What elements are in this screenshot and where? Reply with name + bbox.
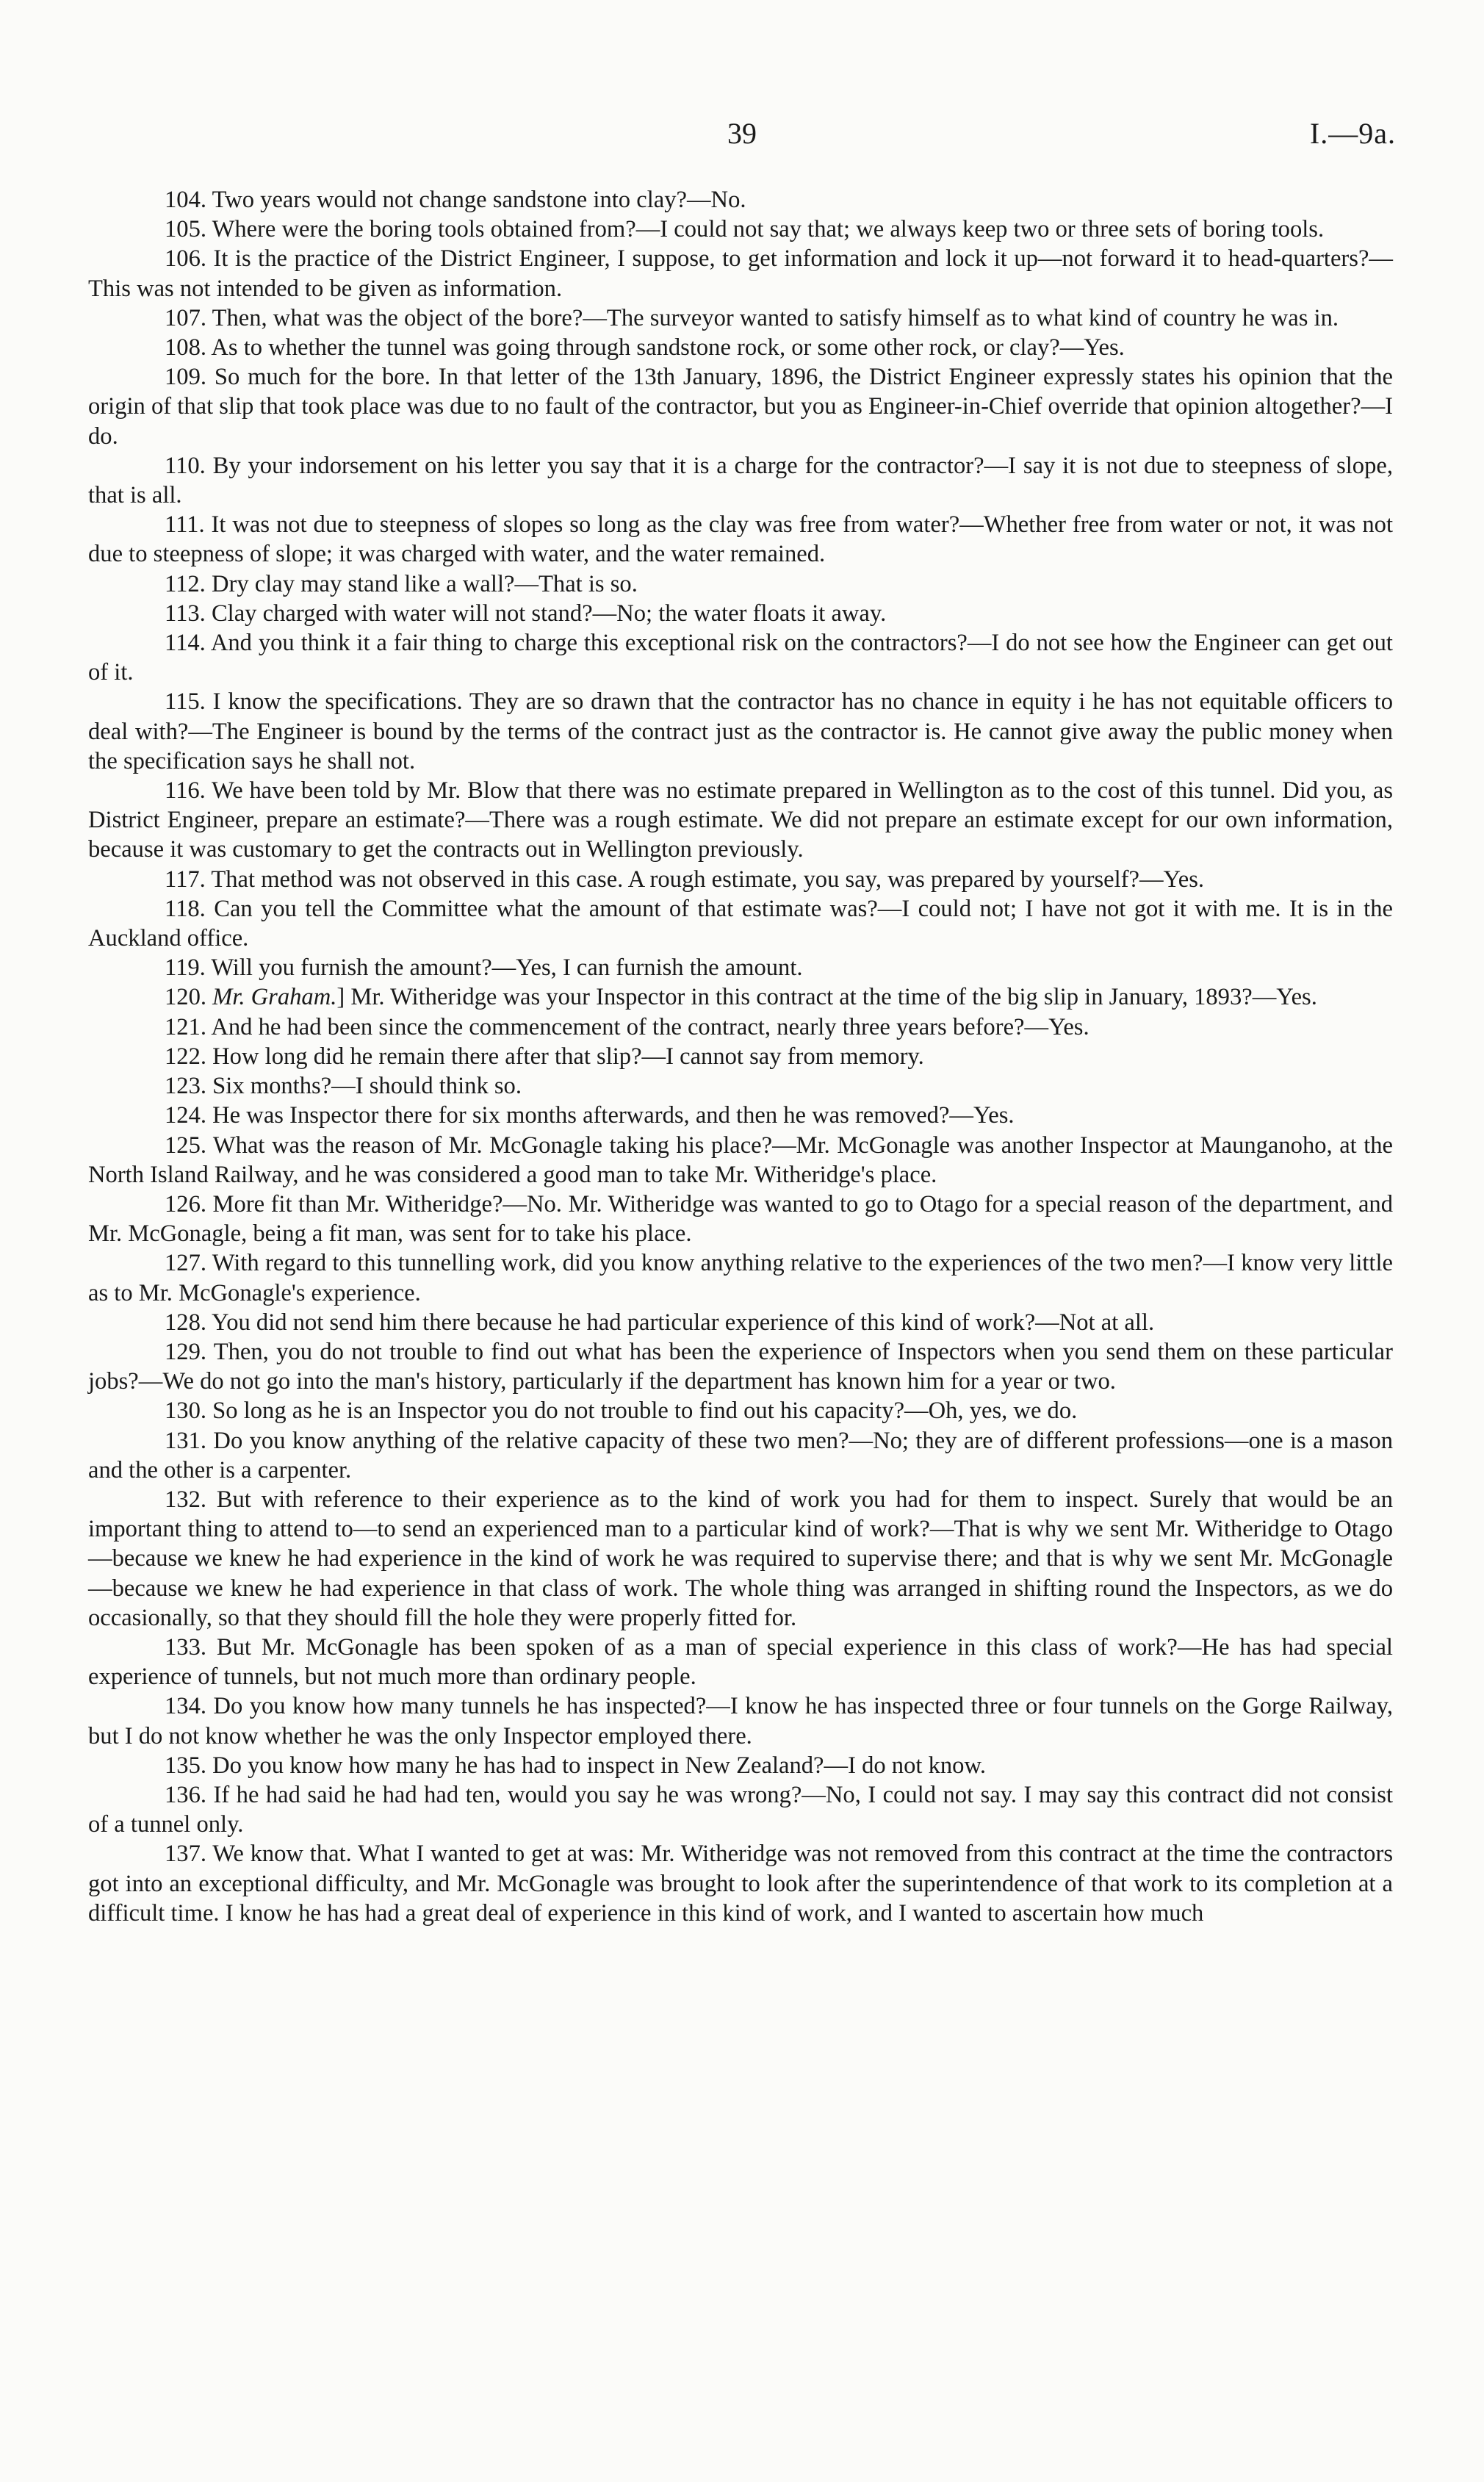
question-120: 120. Mr. Graham.] Mr. Witheridge was your Inspector in this contract at the time of the big slip in January, 1893?—Yes. <box>165 984 1317 1011</box>
question-127: 127. With regard to this tunnelling work, did you know anything relative to the experiences of the two men?—I know very little as to Mr. McGonagle's experience. <box>88 1250 1393 1306</box>
question-129: 129. Then, you do not trouble to find out what has been the experience of Inspectors when you send them on these particular jobs?—We do not go into the man's history, particularly if the department has known him for a year or two. <box>88 1338 1393 1395</box>
question-134: 134. Do you know how many tunnels he has inspected?—I know he has inspected three or four tunnels on the Gorge Railway, but I do not know whether he was the only Inspector employed there. <box>88 1693 1393 1749</box>
question-137: 137. We know that. What I wanted to get at was: Mr. Witheridge was not removed from this contract at the time the contractors got into an exceptional difficulty, and Mr. McGonagle was brought to look after the superintendence of that work to its completion at a difficult time. I know he has had a great deal of experience in this kind of work, and I wanted to ascertain how much <box>88 1841 1393 1927</box>
question-121: 121. And he had been since the commencement of the contract, nearly three years before?—Yes. <box>165 1013 1089 1040</box>
question-117: 117. That method was not observed in this case. A rough estimate, you say, was prepared by yourself?—Yes. <box>165 866 1205 893</box>
question-135: 135. Do you know how many he has had to inspect in New Zealand?—I do not know. <box>165 1752 986 1779</box>
question-122: 122. How long did he remain there after that slip?—I cannot say from memory. <box>165 1043 924 1070</box>
document-reference: I.—9a. <box>1309 117 1396 150</box>
question-106: 106. It is the practice of the District Engineer, I suppose, to get information and lock it up—not forward it to head-quarters?—This was not intended to be given as information. <box>88 245 1393 302</box>
question-124: 124. He was Inspector there for six months afterwards, and then he was removed?—Yes. <box>165 1102 1015 1129</box>
question-107: 107. Then, what was the object of the bore?—The surveyor wanted to satisfy himself as to what kind of country he was in. <box>165 304 1339 331</box>
question-105: 105. Where were the boring tools obtained from?—I could not say that; we always keep two or three sets of boring tools. <box>165 216 1325 243</box>
question-136: 136. If he had said he had had ten, would you say he was wrong?—No, I could not say. I may say this contract did not consist of a tunnel only. <box>88 1781 1393 1838</box>
speaker-name: Mr. Graham. <box>212 984 337 1011</box>
question-112: 112. Dry clay may stand like a wall?—That is so. <box>165 570 638 597</box>
question-109: 109. So much for the bore. In that letter of the 13th January, 1896, the District Engineer expressly states his opinion that the origin of that slip that took place was due to no fault of the contractor, but you as Engineer-in-Chief override that opinion altogether?—I do. <box>88 364 1393 450</box>
question-108: 108. As to whether the tunnel was going through sandstone rock, or some other rock, or clay?—Yes. <box>165 334 1125 361</box>
question-111: 111. It was not due to steepness of slopes so long as the clay was free from water?—Whether free from water or not, it was not due to steepness of slope; it was charged with water, and the water remained. <box>88 511 1393 568</box>
question-131: 131. Do you know anything of the relative capacity of these two men?—No; they are of different professions—one is a mason and the other is a carpenter. <box>88 1427 1393 1483</box>
question-114: 114. And you think it a fair thing to charge this exceptional risk on the contractors?—I do not see how the Engineer can get out of it. <box>88 630 1393 686</box>
question-125: 125. What was the reason of Mr. McGonagle taking his place?—Mr. McGonagle was another Inspector at Maunganoho, at the North Island Railway, and he was considered a good man to take Mr. Witheridge's place. <box>88 1132 1393 1188</box>
page-header <box>0 116 1484 160</box>
question-110: 110. By your indorsement on his letter you say that it is a charge for the contractor?—I say it is not due to steepness of slope, that is all. <box>88 452 1393 509</box>
question-130: 130. So long as he is an Inspector you do not trouble to find out his capacity?—Oh, yes, we do. <box>165 1398 1078 1425</box>
question-128: 128. You did not send him there because he had particular experience of this kind of work?—Not at all. <box>165 1309 1155 1336</box>
question-104: 104. Two years would not change sandstone into clay?—No. <box>165 187 746 213</box>
page-number: 39 <box>727 117 757 150</box>
question-113: 113. Clay charged with water will not stand?—No; the water floats it away. <box>165 600 887 627</box>
question-118: 118. Can you tell the Committee what the amount of that estimate was?—I could not; I have not got it with me. It is in the Auckland office. <box>88 895 1393 952</box>
question-123: 123. Six months?—I should think so. <box>165 1073 522 1100</box>
question-126: 126. More fit than Mr. Witheridge?—No. Mr. Witheridge was wanted to go to Otago for a special reason of the department, and Mr. McGonagle, being a fit man, was sent for to take his place. <box>88 1190 1393 1248</box>
question-116: 116. We have been told by Mr. Blow that there was no estimate prepared in Wellington as to the cost of this tunnel. Did you, as District Engineer, prepare an estimate?—There was a rough estimate. We did not prepare an estimate except for our own information, because it was customary to get the contracts out in Wellington previously. <box>88 777 1393 863</box>
question-132: 132. But with reference to their experience as to the kind of work you had for them to inspect. Surely that would be an important thing to attend to—to send an experienced man to a particular kind of work?—That is why we sent Mr. Witheridge to Otago—because we knew he had experience in the kind of work he was required to supervise there; and that is why we sent Mr. McGonagle—because we knew he had experience in that class of work. The whole thing was arranged in shifting round the Inspectors, as we do occasionally, so that they should fill the hole they were properly fitted for. <box>88 1486 1393 1631</box>
question-119: 119. Will you furnish the amount?—Yes, I can furnish the amount. <box>165 954 803 982</box>
question-133: 133. But Mr. McGonagle has been spoken of as a man of special experience in this class of work?—He has had special experience of tunnels, but not much more than ordinary people. <box>88 1633 1393 1691</box>
evidence-text <box>88 185 1393 1928</box>
question-115: 115. I know the specifications. They are so drawn that the contractor has no chance in equity i he has not equitable officers to deal with?—The Engineer is bound by the terms of the contract just as the contractor is. He cannot give away the public money when the specification says he shall not. <box>88 688 1393 774</box>
